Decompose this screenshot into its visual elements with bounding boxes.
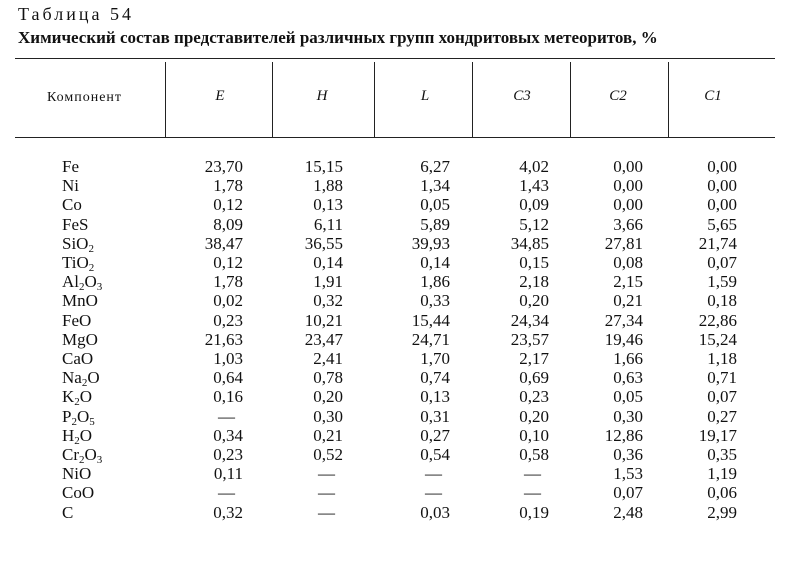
component-cell: Co	[62, 195, 82, 215]
value-cell: 15,15	[304, 157, 343, 176]
value-cell: 23,47	[304, 329, 343, 349]
value-cell: 1,53	[613, 464, 643, 484]
component-cell: $Al_2O_3$	[62, 272, 103, 294]
value-cell: 0,30	[313, 406, 343, 426]
value-cell: —	[318, 464, 335, 484]
component-cell: MnO	[62, 291, 98, 311]
value-cell: —	[318, 502, 335, 522]
table-caption: Таблица 54	[18, 4, 134, 24]
component-cell: $K_2O$	[62, 387, 93, 409]
value-cell: 21,63	[204, 329, 243, 349]
value-cell: 2,18	[519, 272, 549, 292]
value-cell: 0,32	[313, 291, 343, 311]
value-cell: 0,12	[213, 195, 243, 215]
value-cell: 0,20	[519, 406, 549, 426]
column-divider	[374, 62, 375, 137]
table-row	[0, 426, 800, 445]
value-cell: —	[218, 483, 235, 503]
value-cell: 0,14	[313, 253, 343, 272]
value-cell: 24,34	[510, 310, 549, 330]
value-cell: 19,17	[698, 425, 737, 445]
component-cell: $H_2O$	[62, 425, 93, 447]
value-cell: 15,44	[411, 310, 450, 330]
value-cell: 0,20	[313, 387, 343, 407]
value-cell: 4,02	[519, 157, 549, 176]
value-cell: 0,00	[613, 157, 643, 176]
value-cell: 0,20	[519, 291, 549, 311]
value-cell: 0,21	[613, 291, 643, 311]
header-group-c3: C3	[513, 88, 531, 104]
value-cell: 0,05	[420, 195, 450, 215]
header-component: Компонент	[47, 90, 123, 105]
value-cell: 0,00	[707, 157, 737, 176]
value-cell: 0,13	[313, 195, 343, 215]
value-cell: 6,11	[313, 214, 343, 234]
component-cell: Fe	[62, 157, 79, 176]
table-row	[0, 330, 800, 349]
top-rule	[15, 58, 775, 59]
table-row	[0, 272, 800, 294]
header-rule	[15, 137, 775, 138]
value-cell: 0,02	[213, 291, 243, 311]
value-cell: 1,18	[707, 349, 737, 368]
value-cell: 1,91	[313, 272, 343, 292]
value-cell: 0,07	[613, 483, 643, 503]
value-cell: 22,86	[698, 310, 737, 330]
value-cell: 0,63	[613, 368, 643, 388]
component-cell: $Na_2O$	[62, 368, 100, 390]
value-cell: 0,21	[313, 425, 343, 445]
table-row	[0, 464, 800, 483]
value-cell: 10,21	[304, 310, 343, 330]
value-cell: 1,34	[420, 176, 450, 196]
component-cell: MgO	[62, 329, 98, 349]
value-cell: —	[425, 464, 442, 484]
value-cell: 5,65	[707, 214, 737, 234]
value-cell: 0,52	[313, 445, 343, 464]
value-cell: 0,18	[707, 291, 737, 311]
table-row	[0, 407, 800, 426]
value-cell: 1,70	[420, 349, 450, 368]
value-cell: —	[218, 406, 235, 426]
table-row	[0, 253, 800, 272]
value-cell: 38,47	[204, 233, 243, 253]
value-cell: 0,11	[213, 464, 243, 484]
value-cell: 39,93	[411, 233, 450, 253]
value-cell: 1,78	[213, 272, 243, 292]
value-cell: 1,66	[613, 349, 643, 368]
component-cell: $P_2O_5$	[62, 406, 95, 428]
value-cell: 0,03	[420, 502, 450, 522]
value-cell: 0,08	[613, 253, 643, 272]
value-cell: 0,05	[613, 387, 643, 407]
value-cell: 0,27	[707, 406, 737, 426]
value-cell: 0,00	[613, 176, 643, 196]
value-cell: 1,88	[313, 176, 343, 196]
header-group-e: E	[215, 88, 225, 104]
component-cell: NiO	[62, 464, 92, 484]
component-cell: Ni	[62, 176, 79, 196]
value-cell: 0,23	[519, 387, 549, 407]
table-row	[0, 195, 800, 214]
column-divider	[668, 62, 669, 137]
value-cell: 24,71	[411, 329, 450, 349]
value-cell: 0,06	[707, 483, 737, 503]
value-cell: 23,70	[204, 157, 243, 176]
value-cell: —	[318, 483, 335, 503]
table-row	[0, 291, 800, 310]
value-cell: 0,23	[213, 310, 243, 330]
value-cell: 5,12	[519, 214, 549, 234]
value-cell: 2,17	[519, 349, 549, 368]
value-cell: 0,36	[613, 445, 643, 464]
component-cell: FeO	[62, 310, 92, 330]
value-cell: —	[425, 483, 442, 503]
value-cell: 0,54	[420, 445, 450, 464]
value-cell: 12,86	[604, 425, 643, 445]
value-cell: 0,58	[519, 445, 549, 464]
table-row	[0, 349, 800, 368]
value-cell: 0,15	[519, 253, 549, 272]
value-cell: 0,23	[213, 445, 243, 464]
value-cell: 15,24	[698, 329, 737, 349]
value-cell: —	[524, 464, 541, 484]
value-cell: 1,43	[519, 176, 549, 196]
value-cell: 1,19	[707, 464, 737, 484]
value-cell: 0,35	[707, 445, 737, 464]
header-group-c2: C2	[609, 88, 627, 104]
value-cell: 34,85	[510, 233, 549, 253]
value-cell: 1,59	[707, 272, 737, 292]
table-row	[0, 311, 800, 330]
column-divider	[472, 62, 473, 137]
value-cell: 0,78	[313, 368, 343, 388]
value-cell: 21,74	[698, 233, 737, 253]
value-cell: 1,78	[213, 176, 243, 196]
value-cell: 0,00	[707, 195, 737, 215]
value-cell: 19,46	[604, 329, 643, 349]
value-cell: 0,69	[519, 368, 549, 388]
value-cell: 5,89	[420, 214, 450, 234]
value-cell: 27,81	[604, 233, 643, 253]
component-cell: CaO	[62, 349, 94, 368]
value-cell: 3,66	[613, 214, 643, 234]
table-title: Химический состав представителей различных групп хондритовых метеоритов, %	[18, 28, 658, 47]
value-cell: 36,55	[304, 233, 343, 253]
table-row	[0, 215, 800, 234]
value-cell: 1,03	[213, 349, 243, 368]
table-row	[0, 234, 800, 253]
table-row	[0, 503, 800, 522]
value-cell: 0,07	[707, 253, 737, 272]
value-cell: 0,27	[420, 425, 450, 445]
component-cell: CoO	[62, 483, 95, 503]
value-cell: 0,32	[213, 502, 243, 522]
column-divider	[272, 62, 273, 137]
value-cell: 6,27	[420, 157, 450, 176]
value-cell: 0,07	[707, 387, 737, 407]
value-cell: 2,41	[313, 349, 343, 368]
value-cell: 0,10	[519, 425, 549, 445]
value-cell: 1,86	[420, 272, 450, 292]
table-row	[0, 483, 800, 502]
value-cell: 0,14	[420, 253, 450, 272]
value-cell: 0,00	[613, 195, 643, 215]
table-row	[0, 368, 800, 390]
value-cell: —	[524, 483, 541, 503]
value-cell: 8,09	[213, 214, 243, 234]
component-cell: FeS	[62, 214, 89, 234]
value-cell: 23,57	[510, 329, 549, 349]
table-row	[0, 176, 800, 195]
value-cell: 0,12	[213, 253, 243, 272]
table-row	[0, 445, 800, 464]
component-cell: TiO$_2$	[62, 253, 95, 274]
component-cell: SiO$_2$	[62, 233, 94, 255]
value-cell: 0,13	[420, 387, 450, 407]
column-divider	[165, 62, 166, 137]
header-group-h: H	[316, 88, 328, 104]
value-cell: 0,00	[707, 176, 737, 196]
value-cell: 0,19	[519, 502, 549, 522]
value-cell: 0,64	[213, 368, 243, 388]
value-cell: 0,09	[519, 195, 549, 215]
value-cell: 0,30	[613, 406, 643, 426]
value-cell: 2,48	[613, 502, 643, 522]
value-cell: 0,31	[420, 406, 450, 426]
column-divider	[570, 62, 571, 137]
value-cell: 0,16	[213, 387, 243, 407]
header-group-l: L	[420, 88, 430, 104]
value-cell: 0,74	[420, 368, 450, 388]
value-cell: 2,99	[707, 502, 737, 522]
value-cell: 2,15	[613, 272, 643, 292]
header-group-c1: C1	[704, 88, 722, 104]
table-row	[0, 387, 800, 409]
value-cell: 0,34	[213, 425, 243, 445]
table-row	[0, 157, 800, 176]
value-cell: 0,71	[707, 368, 737, 388]
value-cell: 27,34	[604, 310, 643, 330]
value-cell: 0,33	[420, 291, 450, 311]
component-cell: C	[62, 502, 74, 522]
component-cell: $Cr_2O_3$	[62, 445, 103, 466]
